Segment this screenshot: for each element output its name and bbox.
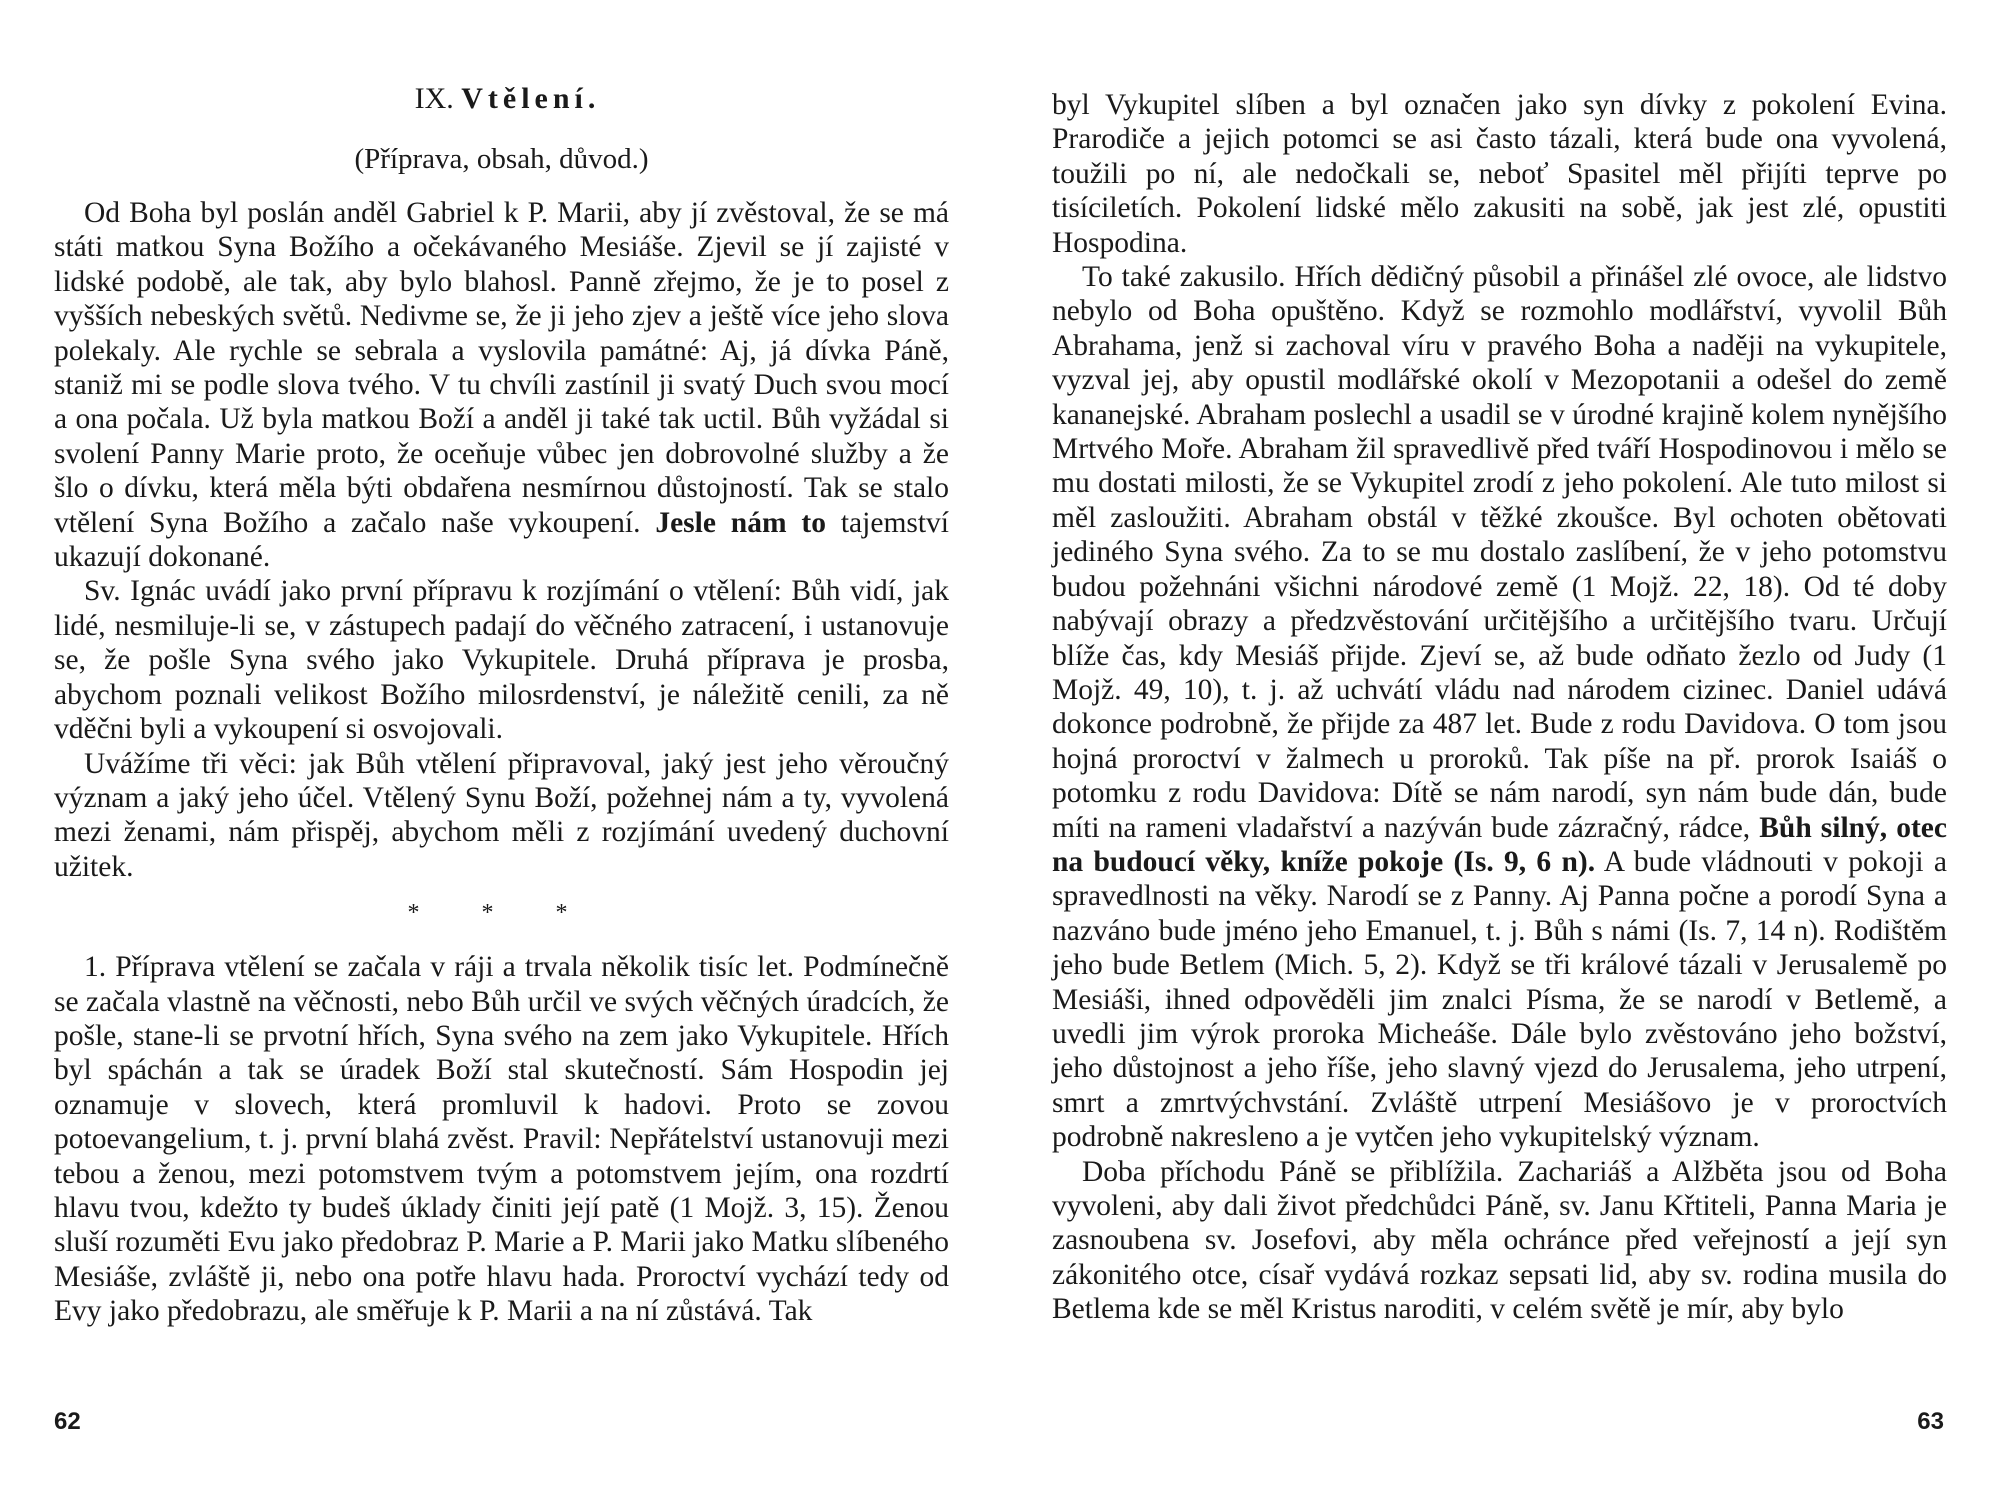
chapter-subheading: (Příprava, obsah, důvod.) xyxy=(354,143,649,175)
left-text-column xyxy=(54,82,949,1329)
bold-phrase: Jesle nám to xyxy=(655,506,826,539)
page-number-right: 63 xyxy=(1917,1408,1944,1435)
paragraph-intro: Od Boha byl poslán anděl Gabriel k P. Marii, aby jí zvěstoval, že se má státi matkou Syna Božího a očekávaného Mesiáše. Zjevil se jí zajisté v lidské podobě, ale tak, aby bylo blahosl. Panně zřejmo, že je to posel z vyšších nebeských světů. Nedivme se, že ji jeho zjev a ještě více jeho slova polekaly. Ale rychle se sebrala a vyslovila památné: Aj, já dívka Páně, staniž mi se podle slova tvého. V tu chvíli zastínil ji svatý Duch svou mocí a ona počala. Už byla matkou Boží a anděl ji také tak uctil. Bůh vyžádal si svolení Panny Marie proto, že oceňuje vůbec jen dobrovolné služby a že šlo o dívku, která měla býti obdařena nesmírnou důstojností. Tak se stalo vtělení Syna Božího a začalo naše vykoupení. Jesle nám to tajemství ukazují dokonané. xyxy=(54,197,950,574)
right-text-column xyxy=(1052,88,1947,1327)
chapter-title: Vtělení. xyxy=(461,82,601,115)
paragraph-ignac: Sv. Ignác uvádí jako první přípravu k rozjímání o vtělení: Bůh vidí, jak lidé, nesmiluje-li se, v zástupech padají do věčného zatracení, i ustanovuje se, že pošle Syna svého jako Vykupitele. Druhá příprava je prosba, abychom poznali velikost Božího milosrdenství, je náležitě cenili, za ně vděčni byli a vykoupení si osvojovali. xyxy=(54,575,949,746)
section-separator: * * * xyxy=(407,900,596,927)
paragraph-three-things: Uvážíme tři věci: jak Bůh vtělení připravoval, jaký jest jeho věroučný význam a jaký jeho účel. Vtělený Synu Boží, požehnej nám a ty, vyvolená mezi ženami, nám přispěj, abychom měli z rozjímání uvedený duchovní užitek. xyxy=(54,747,949,883)
chapter-heading xyxy=(54,82,949,116)
paragraph-continuation: byl Vykupitel slíben a byl označen jako syn dívky z pokolení Evina. Prarodiče a jejich potomci se asi často tázali, která bude ona vyvolená, toužili po ní, ale nedočkali se, neboť Spasitel měl přijíti teprve po tisíciletích. Pokolení lidské mělo zakusiti na sobě, jak jest zlé, opustiti Hospodina. xyxy=(1052,89,1947,259)
page-number-left: 62 xyxy=(54,1408,81,1435)
paragraph-abraham: To také zakusilo. Hřích dědičný působil a přinášel zlé ovoce, ale lidstvo nebylo od Boha opuštěno. Když se rozmohlo modlářství, vyvolil Bůh Abrahama, jenž si zachoval víru v pravého Boha a naději na vykupitele, vyzval jej, aby opustil modlářské okolí v Mezopotanii a odešel do země kananejské. Abraham poslechl a usadil se v úrodné krajině kolem nynějšího Mrtvého Moře. Abraham žil spravedlivě před tváří Hospodinovou i mělo se mu dostati milosti, že se Vykupitel zrodí z jeho pokolení. Ale tuto milost si měl zasloužiti. Abraham obstál v těžké zkoušce. Byl ochoten obětovati jediného Syna svého. Za to se mu dostalo zaslíbení, že v jeho potomstvu budou požehnáni všichni národové země (1 Mojž. 22, 18). Od té doby nabývají obrazy a předzvěstování určitějšího a určitějšího tvaru. Určují blíže čas, kdy Mesiáš přijde. Zjeví se, až bude odňato žezlo od Judy (1 Mojž. 49, 10), t. j. až uchvátí vládu nad národem cizinec. Daniel udává dokonce podrobně, že přijde za 487 let. Bude z rodu Davidova. O tom jsou hojná proroctví v žalmech u proroků. Tak píše na př. prorok Isaiáš o potomku z rodu Davidova: Dítě se nám narodí, syn nám bude dán, bude míti na rameni vladařství a nazýván bude zázračný, rádce, Bůh silný, otec na budoucí věky, kníže pokoje (Is. 9, 6 n). A bude vládnouti v pokoji a spravedlnosti na věky. Narodí se z Panny. Aj Panna počne a porodí Syna a nazváno bude jméno jeho Emanuel, t. j. Bůh s námi (Is. 7, 14 n). Rodištěm jeho bude Betlem (Mich. 5, 2). Když se tři králové tázali v Jerusalemě po Mesiáši, ihned odpověděli jim znalci Písma, že se narodí v Betlemě, a uvedli jim výrok proroka Micheáše. Dále bylo zvěstováno jeho božství, jeho důstojnost a jeho říše, jeho slavný vjezd do Jerusalema, jeho utrpení, smrt a zmrtvýchvstání. Zvláště utrpení Mesiášovo je v proroctvích podrobně nakresleno a je vytčen jeho vykupitelský význam. xyxy=(1052,261,1948,1154)
paragraph-section-1: 1. Příprava vtělení se začala v ráji a trvala několik tisíc let. Podmínečně se začala vlastně na věčnosti, nebo Bůh určil ve svých věčných úradcích, že pošle, stane-li se prvotní hřích, Syna svého na zem jako Vykupitele. Hřích byl spáchán a tak se úradek Boží stal skutečností. Sám Hospodin jej oznamuje v slovech, která promluvil k hadovi. Proto se zovou potoevangelium, t. j. první blahá zvěst. Pravil: Nepřátelství ustanovuji mezi tebou a ženou, mezi potomstvem tvým a potomstvem jejím, ona rozdrtí hlavu tvou, kdežto ty budeš úklady činiti její patě (1 Mojž. 3, 15). Ženou sluší rozuměti Evu jako předobraz P. Marie a P. Marii jako Matku slíbeného Mesiáše, zvláště ji, nebo ona potře hlavu hada. Proroctví vychází tedy od Evy jako předobrazu, ale směřuje k P. Marii a na ní zůstává. Tak xyxy=(54,951,949,1328)
chapter-number: IX. xyxy=(414,82,454,115)
bold-phrase: Bůh silný, otec na budoucí věky, kníže pokoje (Is. 9, 6 n). xyxy=(1052,811,1947,878)
paragraph-time-approaches: Doba příchodu Páně se přiblížila. Zachariáš a Alžběta jsou od Boha vyvoleni, aby dali život předchůdci Páně, sv. Janu Křtiteli, Panna Maria je zasnoubena sv. Josefovi, aby měla ochránce před veřejností a její syn zákonitého otce, císař vydává rozkaz sepsati lid, aby sv. rodina musila do Betlema kde se měl Kristus naroditi, v celém světě je mír, aby bylo xyxy=(1052,1155,1947,1326)
right-page xyxy=(998,0,1996,1500)
